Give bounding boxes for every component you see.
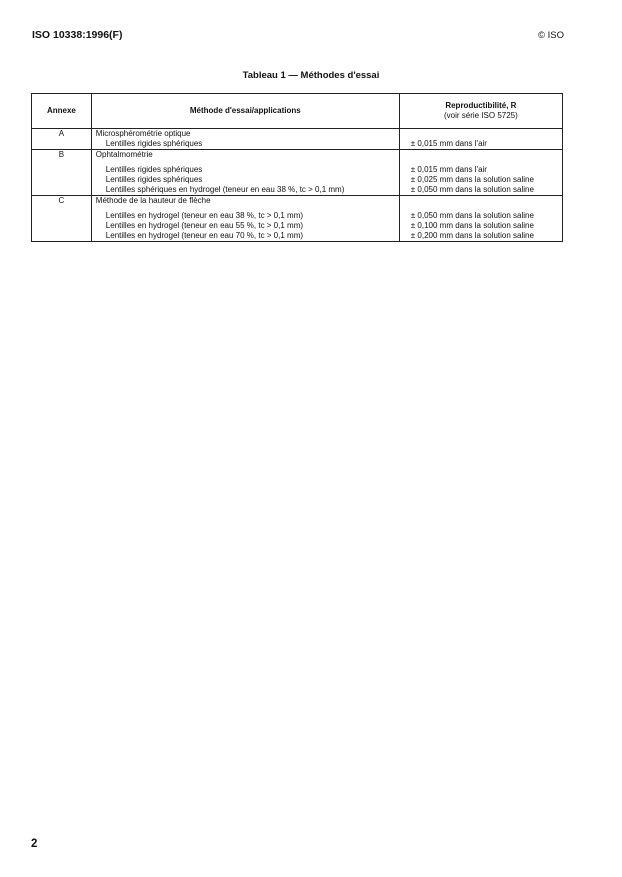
reproducibility-value: ± 0,015 mm dans l'air xyxy=(410,139,487,148)
spacer xyxy=(404,150,558,165)
method-title: Microsphérométrie optique xyxy=(95,129,191,138)
application-line: Lentilles sphériques en hydrogel (teneur en eau 38 %, tc > 0,1 mm) xyxy=(105,185,345,194)
methods-table xyxy=(31,93,563,242)
document-standard-id: ISO 10338:1996(F) xyxy=(32,29,123,41)
spacer xyxy=(404,196,558,211)
reproducibility-value: ± 0,025 mm dans la solution saline xyxy=(410,175,534,184)
reproducibility-value: ± 0,200 mm dans la solution saline xyxy=(410,231,534,240)
reproducibility-value: ± 0,050 mm dans la solution saline xyxy=(410,185,534,194)
application-line: Lentilles rigides sphériques xyxy=(105,165,203,174)
method-title: Méthode de la hauteur de flèche xyxy=(95,196,211,205)
application-line: Lentilles en hydrogel (teneur en eau 55 %, tc > 0,1 mm) xyxy=(105,221,304,230)
reproducibility-cell xyxy=(399,129,562,150)
application-line: Lentilles rigides sphériques xyxy=(105,175,203,184)
method-cell xyxy=(91,129,399,150)
method-title: Ophtalmométrie xyxy=(95,150,153,159)
reproducibility-value: ± 0,015 mm dans l'air xyxy=(410,165,487,174)
annexe-cell: C xyxy=(32,196,92,242)
header-reproducibility xyxy=(399,94,562,129)
reproducibility-cell xyxy=(399,150,562,196)
reproducibility-cell xyxy=(399,196,562,242)
method-cell xyxy=(91,196,399,242)
reproducibility-value: ± 0,100 mm dans la solution saline xyxy=(410,221,534,230)
annexe-cell: B xyxy=(32,150,92,196)
application-line: Lentilles rigides sphériques xyxy=(105,139,203,148)
table-row xyxy=(32,196,563,242)
copyright-notice: © ISO xyxy=(537,30,564,41)
spacer xyxy=(404,129,558,134)
method-cell xyxy=(91,150,399,196)
header-method: Méthode d'essai/applications xyxy=(91,94,399,129)
reproducibility-value: ± 0,050 mm dans la solution saline xyxy=(410,211,534,220)
header-repro-title: Reproductibilité, R xyxy=(445,101,517,110)
application-line: Lentilles en hydrogel (teneur en eau 70 %, tc > 0,1 mm) xyxy=(105,231,304,240)
header-annexe: Annexe xyxy=(32,94,92,129)
header-repro-subtitle: (voir série ISO 5725) xyxy=(443,111,518,120)
annexe-cell: A xyxy=(32,129,92,150)
application-line: Lentilles en hydrogel (teneur en eau 38 %, tc > 0,1 mm) xyxy=(105,211,304,220)
table-header-row xyxy=(32,94,563,129)
table-row xyxy=(32,150,563,196)
table-title: Tableau 1 — Méthodes d'essai xyxy=(242,70,380,81)
page-number: 2 xyxy=(31,838,38,850)
table-row xyxy=(32,129,563,150)
